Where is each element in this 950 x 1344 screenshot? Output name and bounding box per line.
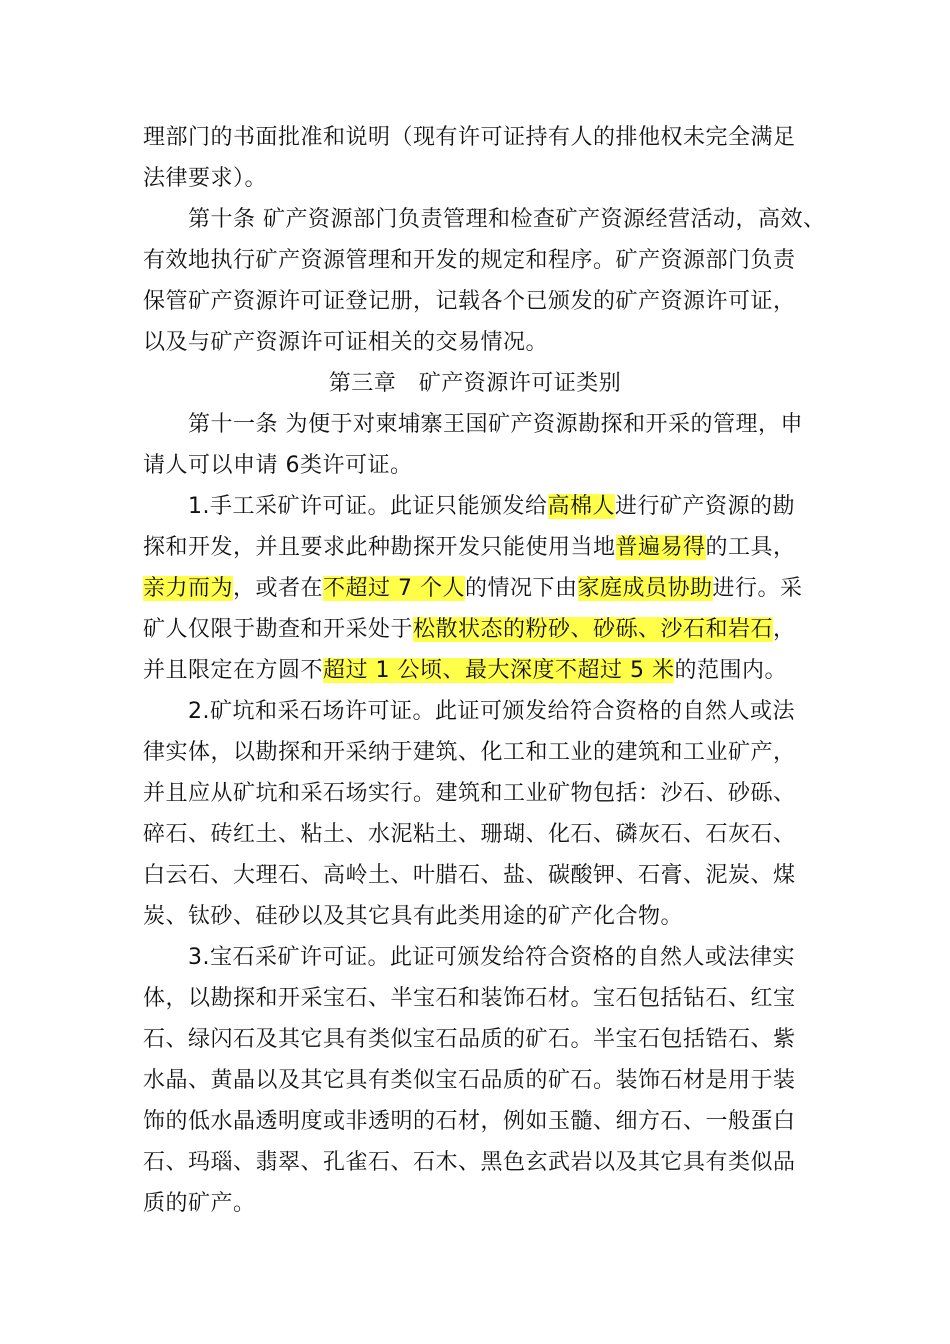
text-segment: 第三章 矿产资源许可证类别 [328, 371, 622, 396]
text-segment: 体，以勘探和开采宝石、半宝石和装饰石材。宝石包括钻石、红宝 [143, 986, 796, 1011]
text-segment: 探和开发，并且要求此种勘探开发只能使用当地 [143, 535, 616, 560]
text-line [143, 286, 823, 318]
item-3-line [188, 942, 823, 974]
text-line [143, 983, 823, 1015]
text-segment: 质的矿产。 [143, 1191, 256, 1216]
text-line [143, 778, 823, 810]
text-segment: 2.矿坑和采石场许可证。此证可颁发给符合资格的自然人或法 [188, 699, 795, 724]
text-segment: 律实体，以勘探和开采纳于建筑、化工和工业的建筑和工业矿产， [143, 740, 796, 765]
highlighted-text: 高棉人 [547, 494, 616, 519]
text-line [143, 860, 823, 892]
article-10-heading-line [188, 204, 826, 236]
article-11-heading-line [188, 409, 823, 441]
text-segment: 1.手工采矿许可证。此证只能颁发给 [188, 494, 548, 519]
item-2-line [188, 696, 823, 728]
text-segment: 石、绿闪石及其它具有类似宝石品质的矿石。半宝石包括锆石、紫 [143, 1027, 796, 1052]
text-line [143, 1106, 823, 1138]
text-segment: 保管矿产资源许可证登记册，记载各个已颁发的矿产资源许可证， [143, 289, 796, 314]
text-segment: 碎石、砖红土、粘土、水泥粘土、珊瑚、化石、磷灰石、石灰石、 [143, 822, 796, 847]
highlighted-text: 普遍易得 [615, 535, 706, 560]
highlighted-text: 不超过 7 个人 [323, 576, 466, 601]
highlighted-text: 亲力而为 [143, 576, 234, 601]
text-line [143, 1065, 823, 1097]
text-line [143, 327, 823, 359]
text-segment: ，或者在 [233, 576, 324, 601]
text-segment: 进行矿产资源的勘 [615, 494, 796, 519]
text-line [143, 1147, 823, 1179]
text-segment: 炭、钛砂、硅砂以及其它具有此类用途的矿产化合物。 [143, 904, 684, 929]
text-segment: ， [773, 617, 796, 642]
text-line [143, 573, 823, 605]
text-line [143, 122, 823, 154]
text-segment: 的情况下由 [465, 576, 578, 601]
text-segment: 并且限定在方圆不 [143, 658, 324, 683]
text-segment: 的工具， [705, 535, 796, 560]
highlighted-text: 家庭成员协助 [577, 576, 713, 601]
text-segment: 理部门的书面批准和说明（现有许可证持有人的排他权未完全满足 [143, 125, 796, 150]
text-line [143, 614, 823, 646]
text-segment: 第十一条 为便于对柬埔寨王国矿产资源勘探和开采的管理，申 [188, 412, 803, 437]
text-line [143, 532, 823, 564]
highlighted-text: 松散状态的粉砂、砂砾、沙石和岩石 [413, 617, 774, 642]
chapter-title [0, 368, 950, 400]
text-segment: 以及与矿产资源许可证相关的交易情况。 [143, 330, 549, 355]
text-line [143, 1024, 823, 1056]
text-line [143, 819, 823, 851]
text-segment: 矿人仅限于勘查和开采处于 [143, 617, 414, 642]
text-line [143, 1188, 823, 1220]
text-segment: 3.宝石采矿许可证。此证可颁发给符合资格的自然人或法律实 [188, 945, 795, 970]
text-segment: 第十条 矿产资源部门负责管理和检查矿产资源经营活动，高效、 [188, 207, 826, 232]
text-segment: 有效地执行矿产资源管理和开发的规定和程序。矿产资源部门负责 [143, 248, 796, 273]
text-line [143, 655, 823, 687]
item-1-line [188, 491, 823, 523]
text-line [143, 901, 823, 933]
text-segment: 法律要求）。 [143, 166, 268, 191]
text-line [143, 737, 823, 769]
text-segment: 饰的低水晶透明度或非透明的石材，例如玉髓、细方石、一般蛋白 [143, 1109, 796, 1134]
text-segment: 的范围内。 [674, 658, 787, 683]
text-line [143, 450, 823, 482]
highlighted-text: 超过 1 公顷、最大深度不超过 5 米 [323, 658, 675, 683]
text-line [143, 163, 823, 195]
text-line [143, 245, 823, 277]
text-segment: 石、玛瑙、翡翠、孔雀石、石木、黑色玄武岩以及其它具有类似品 [143, 1150, 796, 1175]
text-segment: 并且应从矿坑和采石场实行。建筑和工业矿物包括：沙石、砂砾、 [143, 781, 796, 806]
text-segment: 进行。采 [712, 576, 803, 601]
text-segment: 白云石、大理石、高岭土、叶腊石、盐、碳酸钾、石膏、泥炭、煤 [143, 863, 796, 888]
text-segment: 水晶、黄晶以及其它具有类似宝石品质的矿石。装饰石材是用于装 [143, 1068, 796, 1093]
text-segment: 请人可以申请 6类许可证。 [143, 453, 413, 478]
